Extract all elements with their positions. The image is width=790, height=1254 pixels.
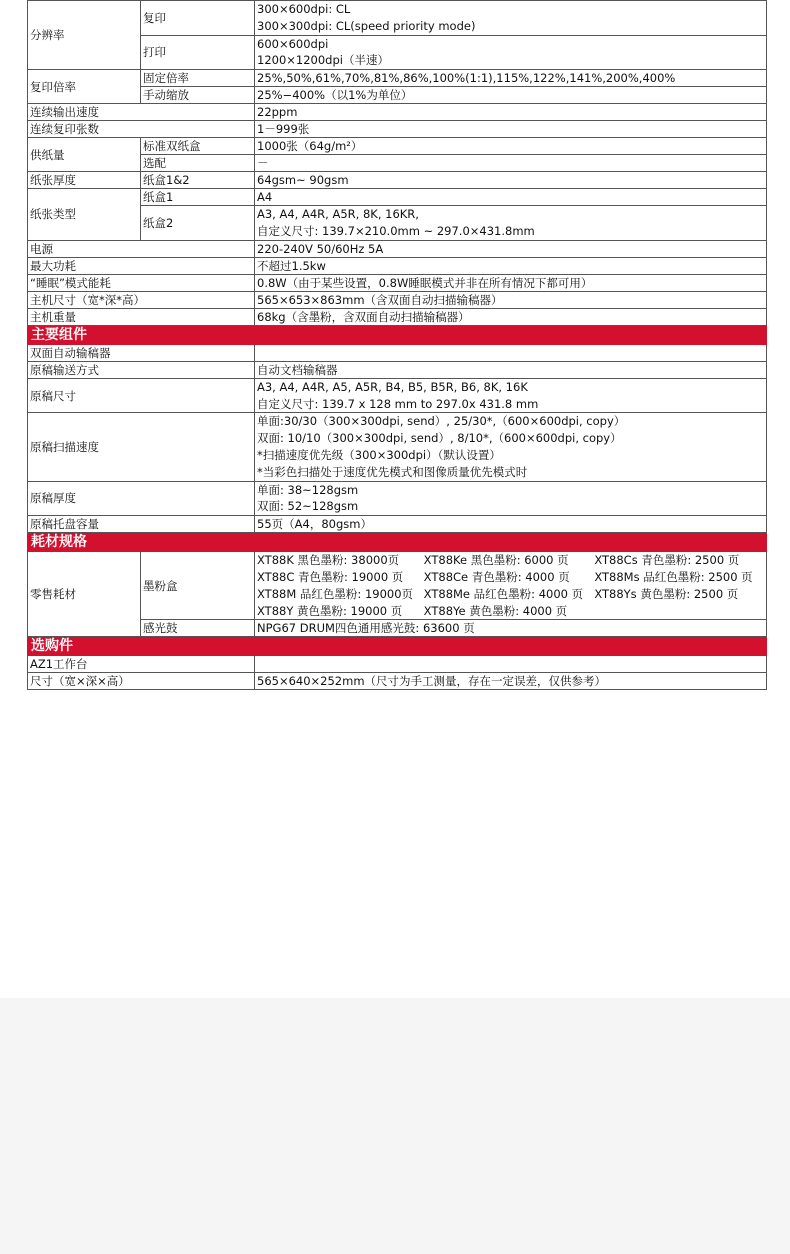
- original-size-row: [28, 378, 767, 413]
- resolution-print-label: 打印: [141, 35, 255, 70]
- scan-speed-line-2: 双面: 10/10（300×300dpi, send）, 8/10*,（600×600dpi, copy）: [257, 431, 622, 446]
- output-speed-label: 连续输出速度: [28, 104, 255, 121]
- paper-type-tray2-line-1: A3, A4, A4R, A5R, 8K, 16KR,: [257, 207, 419, 222]
- magnification-fixed-label: 固定倍率: [141, 70, 255, 87]
- paper-supply-standard-label: 标准双纸盒: [141, 138, 255, 155]
- tray-capacity-value: 55页（A4，80gsm）: [255, 516, 767, 533]
- paper-type-tray1-value: A4: [255, 189, 767, 206]
- original-weight-row: [28, 481, 767, 516]
- feed-method-row: [28, 361, 767, 378]
- toner-item: XT88Ys 黄色墨粉: 2500 页: [594, 586, 739, 601]
- option-size-row: [28, 673, 767, 690]
- feed-method-value: 自动文档输稿器: [255, 361, 767, 378]
- paper-supply-standard-value: 1000张（64g/m²）: [255, 138, 767, 155]
- resolution-copy-row: [28, 1, 767, 36]
- toner-item: XT88Cs 青色墨粉: 2500 页: [594, 553, 740, 568]
- dimensions-label: 主机尺寸（宽*深*高）: [28, 291, 255, 308]
- feed-method-label: 原稿输送方式: [28, 361, 255, 378]
- magnification-label: 复印倍率: [28, 70, 141, 104]
- paper-weight-row: [28, 172, 767, 189]
- max-power-row: [28, 257, 767, 274]
- drum-label: 感光鼓: [141, 620, 255, 637]
- scan-speed-line-3: *扫描速度优先级（300×300dpi）（默认设置）: [257, 447, 501, 462]
- original-weight-label: 原稿厚度: [28, 481, 255, 516]
- paper-type-tray2-line-2: 自定义尺寸: 139.7×210.0mm ~ 297.0×431.8mm: [257, 223, 535, 238]
- toner-item: XT88K 黑色墨粉: 38000页: [257, 553, 400, 568]
- original-weight-line-2: 双面: 52~128gsm: [257, 499, 359, 514]
- paper-type-tray2-label: 纸盒2: [141, 206, 255, 241]
- sleep-power-label: “睡眠”模式能耗: [28, 274, 255, 291]
- toner-item: XT88C 青色墨粉: 19000 页: [257, 569, 404, 584]
- original-weight-value: [255, 481, 767, 516]
- resolution-copy-value: [255, 1, 767, 36]
- paper-weight-value: 64gsm~ 90gsm: [255, 172, 767, 189]
- magnification-manual-label: 手动缩放: [141, 87, 255, 104]
- weight-label: 主机重量: [28, 308, 255, 325]
- output-speed-row: [28, 104, 767, 121]
- section-main-heading: 主要组件: [28, 325, 767, 344]
- original-size-line-2: 自定义尺寸: 139.7 x 128 mm to 297.0x 431.8 mm: [257, 396, 539, 411]
- copy-count-label: 连续复印张数: [28, 121, 255, 138]
- workstand-label: AZ1工作台: [28, 656, 255, 673]
- toner-item: XT88Ms 品红色墨粉: 2500 页: [594, 569, 753, 584]
- resolution-label: 分辨率: [28, 1, 141, 70]
- section-main-row: [28, 325, 767, 344]
- paper-supply-label: 供纸量: [28, 138, 141, 172]
- section-consumables-heading: 耗材规格: [28, 533, 767, 552]
- magnification-fixed-value: 25%,50%,61%,70%,81%,86%,100%(1:1),115%,122%,141%,200%,400%: [255, 70, 767, 87]
- toner-item: XT88Ye 黄色墨粉: 4000 页: [423, 603, 568, 618]
- weight-value: 68kg（含墨粉，含双面自动扫描输稿器）: [255, 308, 767, 325]
- power-value: 220-240V 50/60Hz 5A: [255, 240, 767, 257]
- option-size-value: 565×640×252mm（尺寸为手工测量，存在一定误差，仅供参考）: [255, 673, 767, 690]
- page-bottom-band: [0, 998, 790, 1254]
- toner-line-4: [257, 603, 764, 620]
- section-consumables-row: [28, 533, 767, 552]
- scan-speed-line-4: *当彩色扫描处于速度优先模式和图像质量优先模式时: [257, 464, 528, 479]
- paper-supply-standard-row: [28, 138, 767, 155]
- magnification-fixed-row: [28, 70, 767, 87]
- sleep-power-value: 0.8W（由于某些设置，0.8W睡眠模式并非在所有情况下都可用）: [255, 274, 767, 291]
- max-power-label: 最大功耗: [28, 257, 255, 274]
- toner-item: XT88Ke 黑色墨粉: 6000 页: [423, 553, 569, 568]
- paper-supply-option-label: 选配: [141, 155, 255, 172]
- dimensions-value: 565×653×863mm（含双面自动扫描输稿器）: [255, 291, 767, 308]
- section-options-row: [28, 637, 767, 656]
- toner-label: 墨粉盒: [141, 552, 255, 620]
- scan-speed-label: 原稿扫描速度: [28, 413, 255, 481]
- sleep-power-row: [28, 274, 767, 291]
- tray-capacity-row: [28, 516, 767, 533]
- option-size-label: 尺寸（宽×深×高）: [28, 673, 255, 690]
- scan-speed-line-1: 单面:30/30（300×300dpi, send）, 25/30*,（600×600dpi, copy）: [257, 414, 626, 429]
- power-row: [28, 240, 767, 257]
- scan-speed-value: [255, 413, 767, 481]
- dadf-value: [255, 344, 767, 361]
- spec-table: [27, 0, 767, 690]
- resolution-copy-label: 复印: [141, 1, 255, 36]
- paper-type-label: 纸张类型: [28, 189, 141, 241]
- workstand-value: [255, 656, 767, 673]
- workstand-row: [28, 656, 767, 673]
- toner-line-1: [257, 552, 764, 569]
- original-size-label: 原稿尺寸: [28, 378, 255, 413]
- max-power-value: 不超过1.5kw: [255, 257, 767, 274]
- paper-weight-sub-label: 纸盒1&2: [141, 172, 255, 189]
- consumables-label: 零售耗材: [28, 552, 141, 637]
- paper-type-tray1-label: 纸盒1: [141, 189, 255, 206]
- toner-item: XT88M 品红色墨粉: 19000页: [257, 586, 414, 601]
- toner-item: XT88Y 黄色墨粉: 19000 页: [257, 603, 403, 618]
- drum-value: NPG67 DRUM四色通用感光鼓: 63600 页: [255, 620, 767, 637]
- magnification-manual-value: 25%−400%（以1%为单位）: [255, 87, 767, 104]
- tray-capacity-label: 原稿托盘容量: [28, 516, 255, 533]
- resolution-copy-line-1: 300×600dpi: CL: [257, 2, 351, 16]
- power-label: 电源: [28, 240, 255, 257]
- toner-item: XT88Me 品红色墨粉: 4000 页: [423, 586, 584, 601]
- dimensions-row: [28, 291, 767, 308]
- paper-supply-option-value: －: [255, 155, 767, 172]
- resolution-print-line-1: 600×600dpi: [257, 36, 329, 51]
- toner-value: [255, 552, 767, 620]
- original-weight-line-1: 单面: 38~128gsm: [257, 482, 359, 497]
- paper-type-tray1-row: [28, 189, 767, 206]
- resolution-copy-line-2: 300×300dpi: CL(speed priority mode): [257, 18, 476, 33]
- copy-count-row: [28, 121, 767, 138]
- resolution-print-line-2: 1200×1200dpi（半速）: [257, 53, 389, 68]
- section-options-heading: 选购件: [28, 637, 767, 656]
- toner-item: XT88Ce 青色墨粉: 4000 页: [423, 569, 570, 584]
- original-size-value: [255, 378, 767, 413]
- toner-item: [594, 603, 764, 620]
- output-speed-value: 22ppm: [255, 104, 767, 121]
- paper-type-tray2-value: [255, 206, 767, 241]
- toner-row: [28, 552, 767, 620]
- toner-line-2: [257, 569, 764, 586]
- copy-count-value: 1－999张: [255, 121, 767, 138]
- dadf-row: [28, 344, 767, 361]
- resolution-print-value: [255, 35, 767, 70]
- original-size-line-1: A3, A4, A4R, A5, A5R, B4, B5, B5R, B6, 8K, 16K: [257, 379, 528, 394]
- paper-weight-label: 纸张厚度: [28, 172, 141, 189]
- dadf-label: 双面自动输稿器: [28, 344, 255, 361]
- toner-line-3: [257, 586, 764, 603]
- scan-speed-row: [28, 413, 767, 481]
- weight-row: [28, 308, 767, 325]
